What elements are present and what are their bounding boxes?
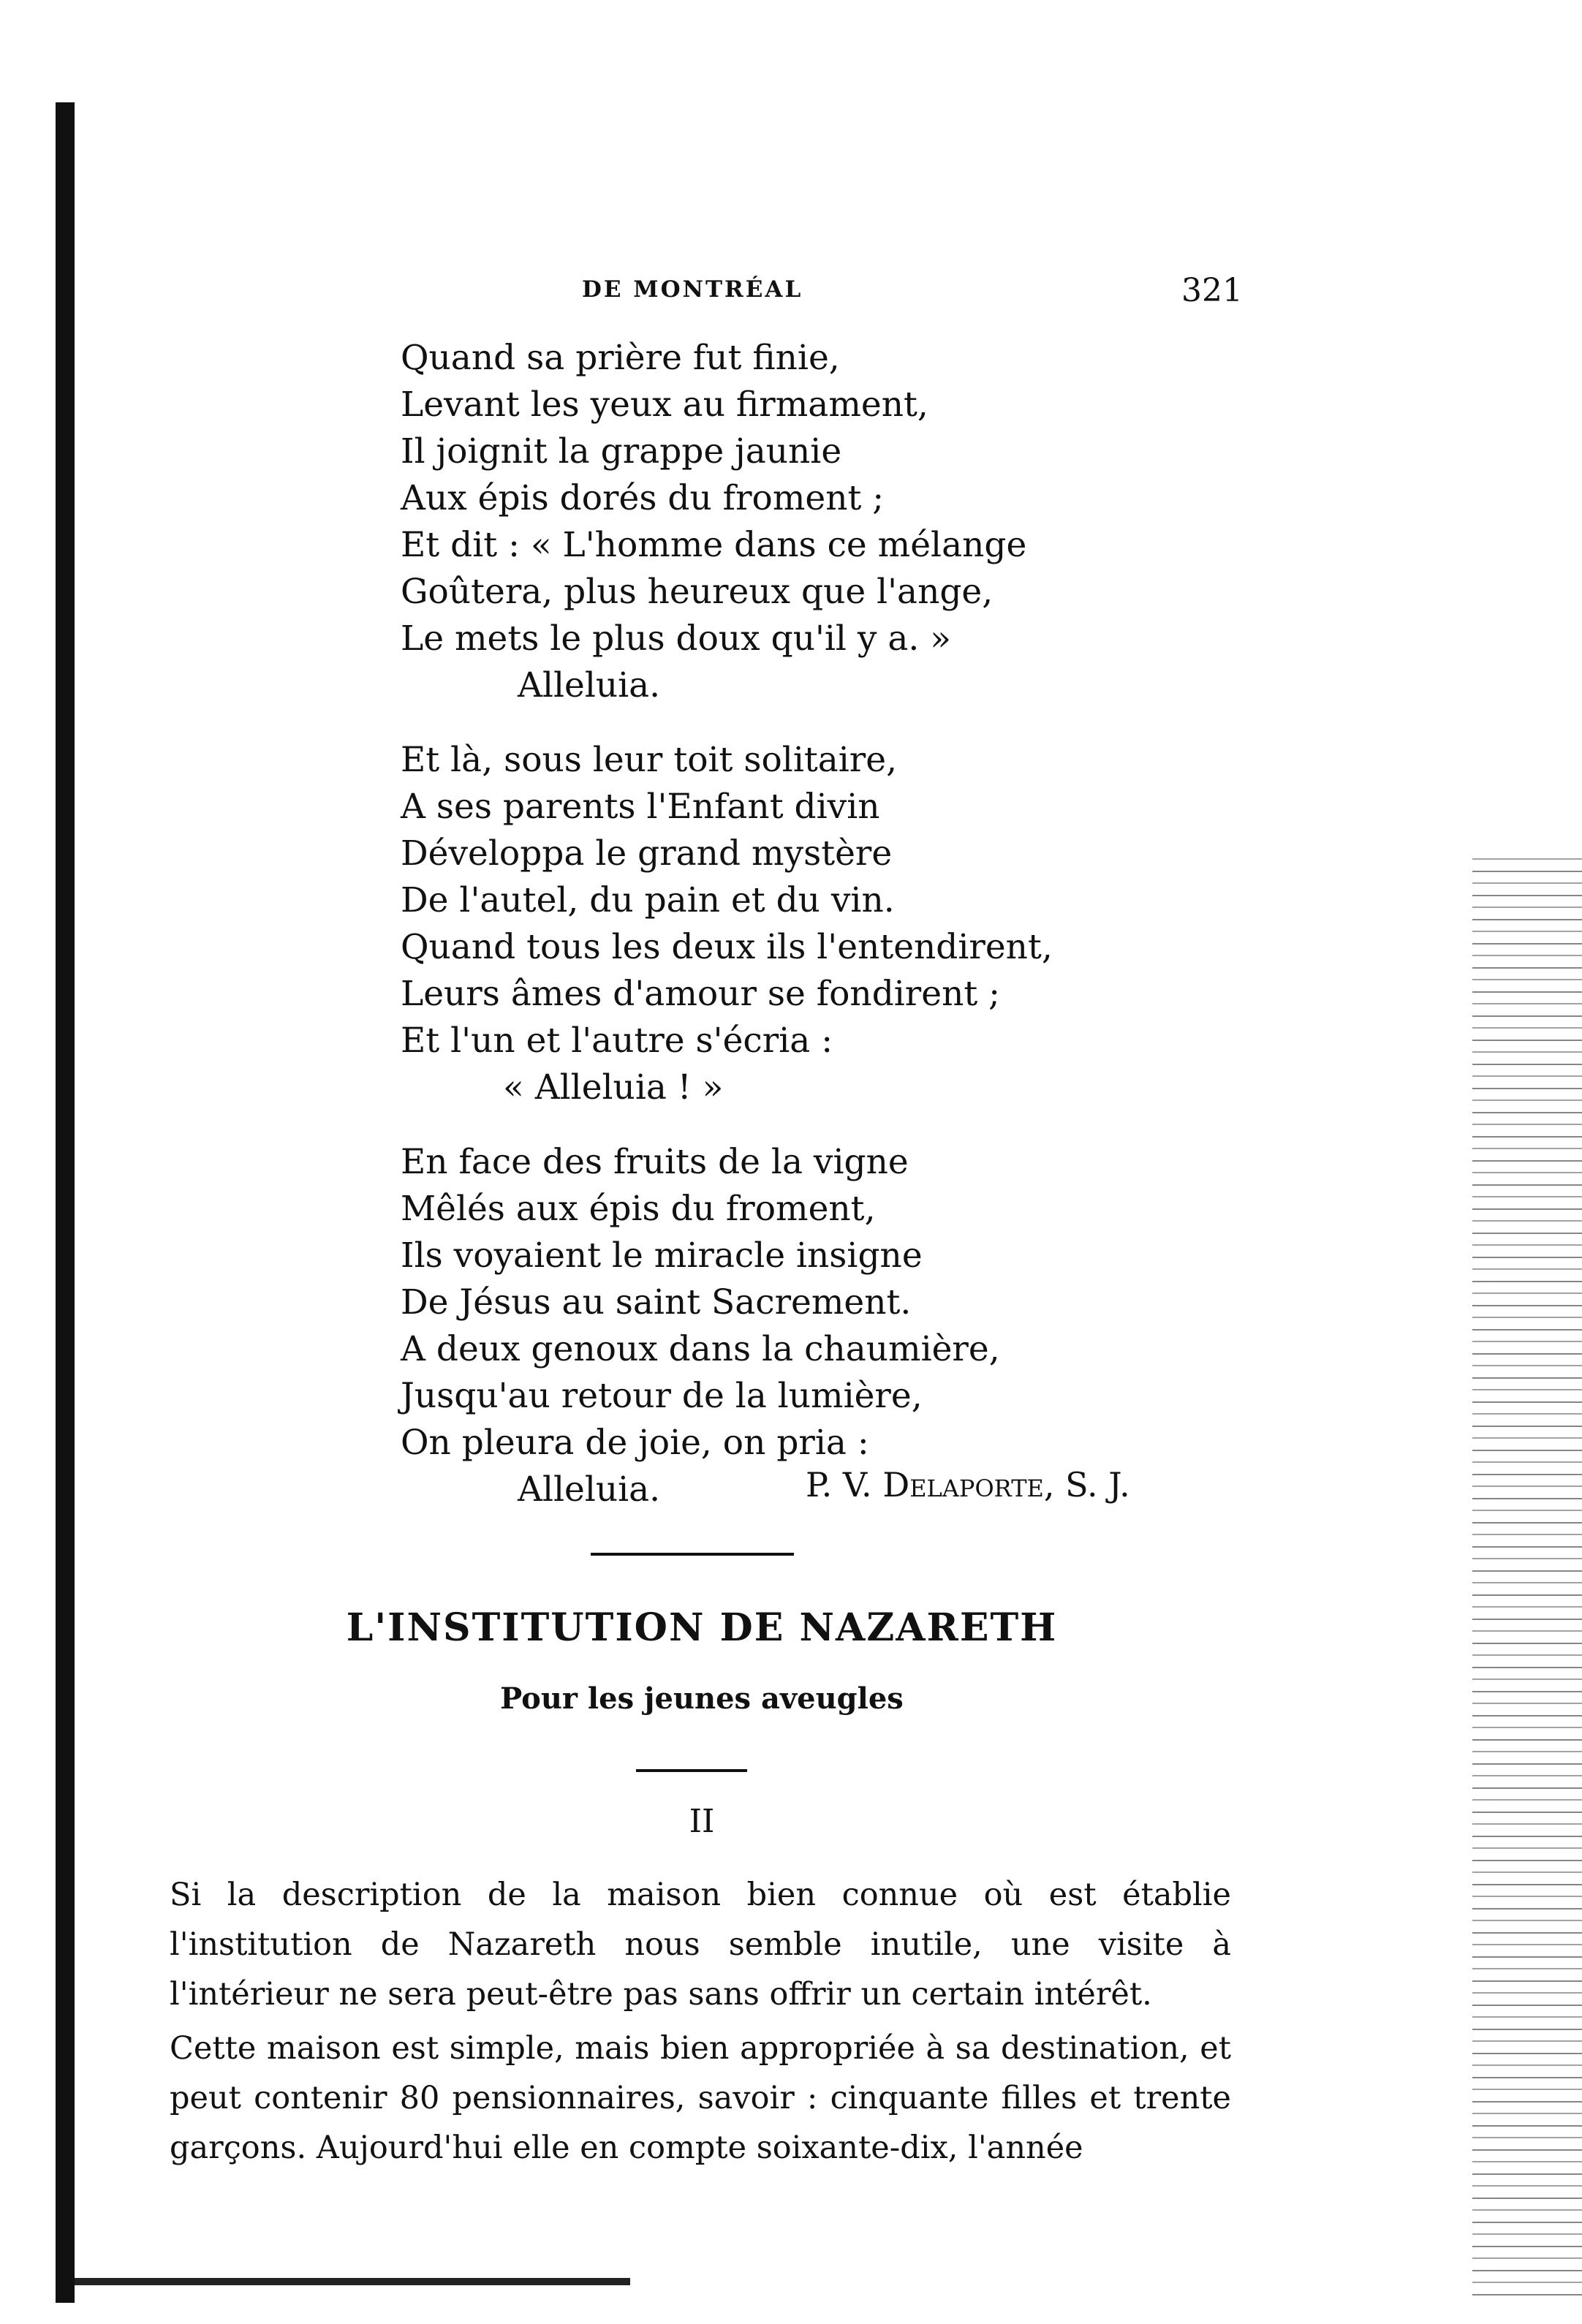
poem-line: Quand tous les deux ils l'entendirent, bbox=[401, 927, 1053, 967]
poem-signature bbox=[806, 1465, 1130, 1504]
poem-line: Quand sa prière fut finie, bbox=[401, 338, 840, 378]
poem-line: Et dit : « L'homme dans ce mélange bbox=[401, 525, 1027, 565]
poem-refrain: Alleluia. bbox=[518, 665, 661, 705]
body-text bbox=[170, 1870, 1231, 2177]
poem-line: On pleura de joie, on pria : bbox=[401, 1423, 869, 1463]
running-head: DE MONTRÉAL bbox=[582, 276, 803, 303]
poem-line: A ses parents l'Enfant divin bbox=[401, 787, 880, 827]
section-subtitle: Pour les jeunes aveugles bbox=[500, 1681, 904, 1716]
paragraph: Si la description de la maison bien connue où est établie l'institution de Nazareth nous semble inutile, une visite à l'intérieur ne sera peut-être pas sans offrir un certain intérêt. bbox=[170, 1877, 1231, 2013]
stanza-3 bbox=[401, 1139, 1278, 1513]
poem-line: Ils voyaient le miracle insigne bbox=[401, 1235, 923, 1276]
poem-line: Levant les yeux au firmament, bbox=[401, 385, 928, 425]
section-number: II bbox=[689, 1803, 715, 1840]
poem-line: Il joignit la grappe jaunie bbox=[401, 431, 842, 472]
page-number: 321 bbox=[1181, 272, 1243, 309]
poem-line: Goûtera, plus heureux que l'ange, bbox=[401, 572, 994, 612]
poem-line: Aux épis dorés du froment ; bbox=[401, 478, 885, 518]
scan-edge-noise bbox=[1472, 848, 1582, 2303]
poem-line: Et là, sous leur toit solitaire, bbox=[401, 740, 898, 780]
poem-line: Et l'un et l'autre s'écria : bbox=[401, 1021, 833, 1061]
poem-refrain: « Alleluia ! » bbox=[503, 1067, 724, 1108]
bottom-edge bbox=[75, 2278, 630, 2285]
poem-line: A deux genoux dans la chaumière, bbox=[401, 1329, 1000, 1369]
stanza-1 bbox=[401, 335, 1278, 709]
page-header bbox=[0, 272, 1582, 309]
stanza-2 bbox=[401, 737, 1278, 1111]
paragraph: Cette maison est simple, mais bien appropriée à sa destination, et peut contenir 80 pensionnaires, savoir : cinquante filles et trente garçons. Aujourd'hui elle en compte soixante-dix, l'année bbox=[170, 2030, 1231, 2166]
poem-line: De l'autel, du pain et du vin. bbox=[401, 880, 895, 920]
poem-line: Mêlés aux épis du froment, bbox=[401, 1189, 876, 1229]
section-title: L'INSTITUTION DE NAZARETH bbox=[346, 1605, 1058, 1650]
poem-line: Leurs âmes d'amour se fondirent ; bbox=[401, 974, 1001, 1014]
poem-line: De Jésus au saint Sacrement. bbox=[401, 1282, 912, 1322]
signature-name: Delaporte bbox=[882, 1465, 1044, 1504]
poem bbox=[401, 335, 1278, 1541]
separator-rule bbox=[591, 1553, 794, 1556]
poem-refrain: Alleluia. bbox=[518, 1469, 661, 1510]
binding-edge bbox=[56, 102, 75, 2303]
signature-suffix: , S. J. bbox=[1043, 1465, 1130, 1504]
poem-line: En face des fruits de la vigne bbox=[401, 1142, 909, 1182]
signature-initials: P. V. bbox=[806, 1465, 872, 1504]
subtitle-rule bbox=[636, 1769, 747, 1772]
poem-line: Développa le grand mystère bbox=[401, 833, 893, 874]
poem-line: Le mets le plus doux qu'il y a. » bbox=[401, 618, 952, 659]
poem-line: Jusqu'au retour de la lumière, bbox=[401, 1376, 923, 1416]
